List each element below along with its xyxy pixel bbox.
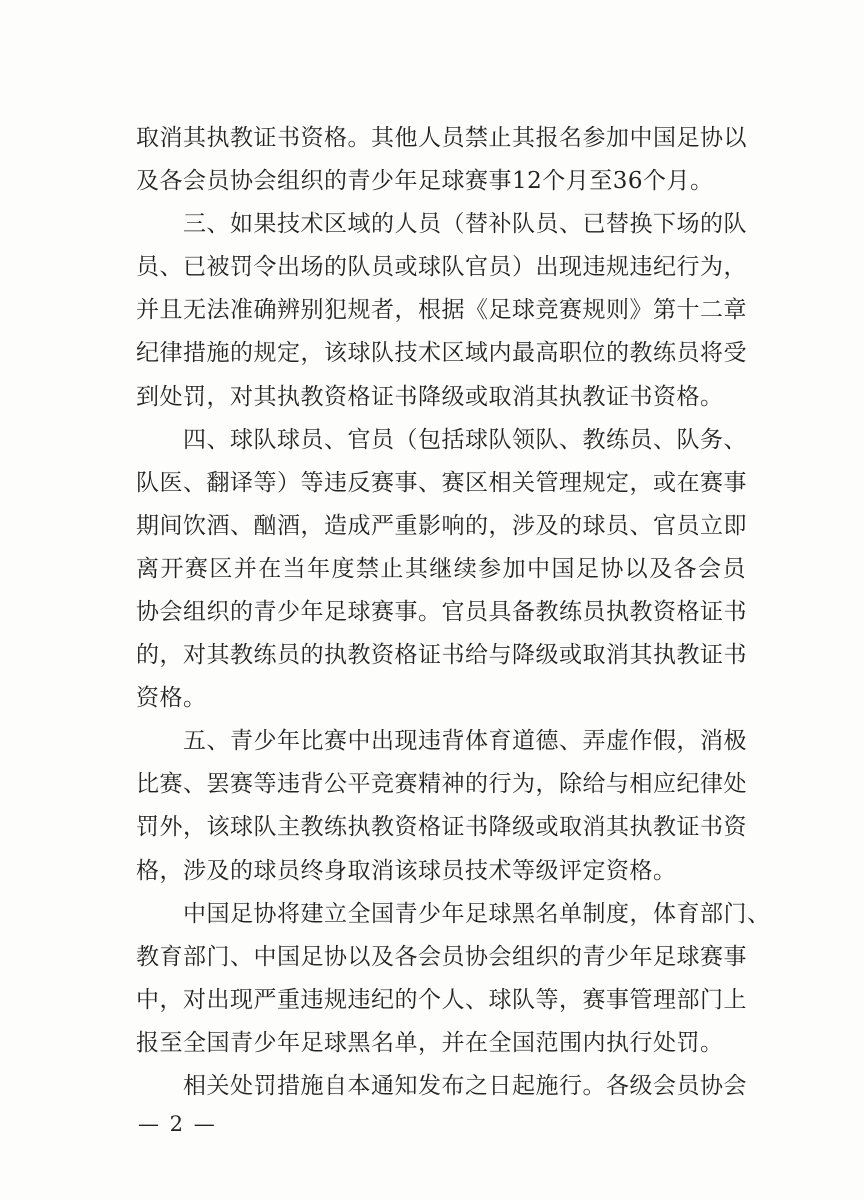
text-line: 报至全国青少年足球黑名单，并在全国范围内执行处罚。	[136, 1030, 724, 1056]
text-line: 罚外，该球队主教练执教资格证书降级或取消其执教证书资	[136, 814, 747, 840]
text-line: 中，对出现严重违规违纪的个人、球队等，赛事管理部门上	[136, 987, 747, 1013]
text-line: 并且无法准确辨别犯规者，根据《足球竞赛规则》第十二章	[136, 297, 747, 323]
text-line: 纪律措施的规定，该球队技术区域内最高职位的教练员将受	[136, 340, 747, 366]
text-line: 到处罚，对其执教资格证书降级或取消其执教证书资格。	[136, 384, 724, 410]
text-line: 队医、翻译等）等违反赛事、赛区相关管理规定，或在赛事	[136, 470, 747, 496]
text-line: 四、球队球员、官员（包括球队领队、教练员、队务、	[183, 427, 747, 453]
text-line: 的，对其教练员的执教资格证书给与降级或取消其执教证书	[136, 642, 747, 668]
text-line: 比赛、罢赛等违背公平竞赛精神的行为，除给与相应纪律处	[136, 771, 747, 797]
text-line: 资格。	[136, 685, 207, 711]
text-line: 取消其执教证书资格。其他人员禁止其报名参加中国足协以	[136, 125, 747, 151]
text-line: 教育部门、中国足协以及各会员协会组织的青少年足球赛事	[136, 944, 747, 970]
text-line: 期间饮酒、酗酒，造成严重影响的，涉及的球员、官员立即	[136, 513, 747, 539]
text-line: 及各会员协会组织的青少年足球赛事12个月至36个月。	[136, 168, 714, 194]
text-line: 三、如果技术区域的人员（替补队员、已替换下场的队	[183, 211, 747, 237]
text-line: 离开赛区并在当年度禁止其继续参加中国足协以及各会员	[136, 556, 746, 582]
text-line: 相关处罚措施自本通知发布之日起施行。各级会员协会	[183, 1073, 747, 1099]
text-line: 协会组织的青少年足球赛事。官员具备教练员执教资格证书	[136, 599, 747, 625]
text-line: 五、青少年比赛中出现违背体育道德、弄虚作假，消极	[183, 728, 747, 754]
text-line: 中国足协将建立全国青少年足球黑名单制度，体育部门、	[183, 901, 771, 927]
page-number: — 2 —	[138, 1112, 217, 1136]
text-line: 员、已被罚令出场的队员或球队官员）出现违规违纪行为，	[136, 254, 747, 280]
text-line: 格，涉及的球员终身取消该球员技术等级评定资格。	[136, 858, 677, 884]
